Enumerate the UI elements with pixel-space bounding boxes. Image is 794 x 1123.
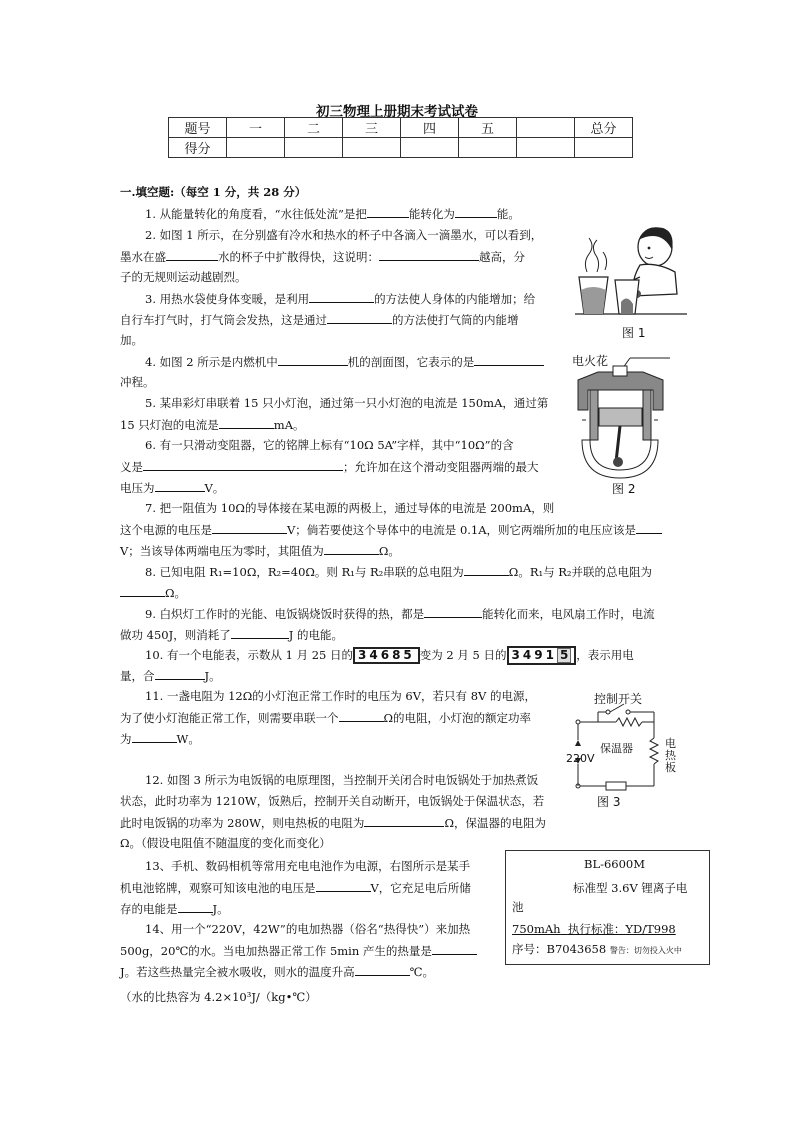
table-row: 得分 [169, 138, 633, 158]
score-table [168, 117, 633, 158]
question-2-line-2: 墨水在盛 水的杯子中扩散得快，这说明： 越高，分 [120, 250, 525, 264]
question-13-line-1: 13、手机、数码相机等常用充电电池作为电源，右图所示是某手 [145, 859, 471, 873]
question-3-line-3: 加。 [120, 333, 143, 347]
question-14-line-2: 500g，20℃的水。当电加热器正常工作 5min 产生的热量是 [120, 943, 477, 958]
answer-blank[interactable] [166, 249, 218, 261]
battery-spec-cont: 池 [512, 900, 524, 914]
question-7-line-1: 7. 把一阻值为 10Ω的导体接在某电源的两极上，通过导体的电流是 200mA，则 [145, 501, 555, 515]
question-6-line-3: 电压为 V。 [120, 481, 225, 495]
answer-blank[interactable] [367, 206, 409, 218]
battery-serial: 序号：B7043658 警告：切勿投入火中 [512, 942, 682, 956]
answer-blank[interactable] [432, 943, 477, 955]
meter-reading-start: 34685 [353, 647, 420, 664]
answer-blank[interactable] [339, 710, 384, 722]
figure-1-diffusion-illustration [565, 222, 690, 327]
question-5-line-1: 5. 某串彩灯串联着 15 只小灯泡，通过第一只小灯泡的电流是 150mA，通过第 [145, 396, 549, 410]
battery-spec: 标准型 3.6V 锂离子电 [573, 881, 688, 895]
question-12-line-4: Ω。（假设电阻值不随温度的变化而变化） [120, 836, 331, 850]
figure-3-switch-label: 控制开关 [594, 692, 643, 706]
question-9-line-2: 做功 450J，则消耗了 J 的电能。 [120, 628, 343, 642]
figure-2-label: 电火花 [572, 354, 609, 368]
answer-blank[interactable] [327, 312, 392, 324]
figure-3-keeper-label: 保温器 [600, 742, 633, 755]
table-row: 题号 一 二 三 四 五 总分 [169, 118, 633, 138]
figure-1-caption: 图 1 [622, 326, 646, 340]
question-8-line-2: Ω。 [120, 585, 186, 600]
answer-blank[interactable] [155, 480, 205, 492]
question-4-line-2: 冲程。 [120, 375, 155, 389]
question-4-line-1: 4. 如图 2 所示是内燃机中 机的剖面图，它表示的是 [145, 354, 544, 369]
answer-blank[interactable] [155, 668, 205, 680]
answer-blank[interactable] [231, 627, 289, 639]
question-10-line-2: 量，合 J。 [120, 669, 221, 683]
figure-2-caption: 图 2 [612, 482, 636, 496]
question-6-line-1: 6. 有一只滑动变阻器，它的铭牌上标有“10Ω 5A”字样，其中“10Ω”的含 [145, 438, 514, 452]
answer-blank[interactable] [309, 291, 374, 303]
question-11-line-1: 11. 一盏电阻为 12Ω的小灯泡正常工作时的电压为 6V，若只有 8V 的电源， [145, 689, 536, 703]
answer-blank[interactable] [120, 585, 165, 597]
answer-blank[interactable] [143, 459, 343, 471]
figure-3-plate-label: 电热板 [665, 737, 676, 774]
question-14-note: （水的比热容为 4.2×10³J/（kg•℃） [120, 990, 317, 1004]
figure-3-caption: 图 3 [597, 795, 621, 809]
answer-blank[interactable] [316, 880, 371, 892]
question-10-line-1: 10. 有一个电能表，示数从 1 月 25 日的 34685 变为 2 月 5 日的 3491 5 ，表示用电 [145, 646, 634, 665]
question-13-line-3: 存的电能是 J。 [120, 902, 229, 916]
question-14-line-3: J。若这些热量完全被水吸收，则水的温度升高 ℃。 [120, 965, 434, 979]
page-title: 初三物理上册期末考试试卷 [316, 104, 478, 120]
question-12-line-3: 此时电饭锅的功率为 280W，则电热板的电阻为 Ω，保温器的电阻为 [120, 816, 546, 830]
battery-label [505, 850, 710, 965]
answer-blank[interactable] [364, 815, 444, 827]
figure-2-engine-diagram [568, 350, 673, 482]
answer-blank[interactable] [212, 522, 287, 534]
question-2-line-1: 2. 如图 1 所示，在分别盛有冷水和热水的杯子中各滴入一滴墨水，可以看到， [145, 228, 543, 242]
answer-blank[interactable] [636, 522, 662, 534]
figure-3-voltage-label: 220V [566, 752, 595, 765]
question-1: 1. 从能量转化的角度看，“水往低处流”是把 能转化为 能。 [145, 207, 520, 221]
answer-blank[interactable] [474, 354, 544, 366]
question-11-line-2: 为了使小灯泡能正常工作，则需要串联一个 Ω的电阻，小灯泡的额定功率 [120, 711, 532, 725]
section-heading: 一.填空题:（每空 1 分，共 28 分） [120, 185, 307, 199]
question-13-line-2: 机电池铭牌，观察可知该电池的电压是 V，它充足电后所储 [120, 881, 471, 895]
answer-blank[interactable] [455, 206, 497, 218]
answer-blank[interactable] [132, 731, 177, 743]
answer-blank[interactable] [379, 249, 479, 261]
answer-blank[interactable] [219, 417, 274, 429]
question-12-line-2: 状态，此时功率为 1210W，饭熟后，控制开关自动断开，电饭锅处于保温状态，若 [120, 794, 545, 808]
answer-blank[interactable] [178, 901, 213, 913]
answer-blank[interactable] [324, 543, 379, 555]
question-12-line-1: 12. 如图 3 所示为电饭锅的电原理图，当控制开关闭合时电饭锅处于加热煮饭 [145, 773, 539, 787]
question-14-line-1: 14、用一个“220V，42W”的电加热器（俗名“热得快”）来加热 [145, 922, 471, 936]
question-7-line-2: 这个电源的电压是 V；倘若要使这个导体中的电流是 0.1A，则它两端所加的电压应该是 [120, 522, 662, 537]
question-8-line-1: 8. 已知电阻 R₁=10Ω，R₂=40Ω。则 R₁与 R₂串联的总电阻为 Ω。R₁与 R₂并联的总电阻为 [145, 565, 653, 579]
answer-blank[interactable] [355, 964, 410, 976]
question-11-line-3: 为 W。 [120, 732, 200, 746]
answer-blank[interactable] [464, 564, 509, 576]
battery-standard: 750mAh 执行标准：YD/T998 [512, 922, 676, 936]
question-2-line-3: 子的无规则运动越剧烈。 [120, 270, 247, 284]
question-3-line-2: 自行车打气时，打气筒会发热，这是通过 的方法使打气筒的内能增 [120, 313, 519, 327]
question-5-line-2: 15 只灯泡的电流是 mA。 [120, 418, 305, 432]
question-9-line-1: 9. 白炽灯工作时的光能、电饭锅烧饭时获得的热，都是 能转化而来，电风扇工作时，电流 [145, 607, 655, 621]
meter-reading-end: 3491 5 [507, 646, 577, 665]
question-7-line-3: V；当该导体两端电压为零时，其阻值为 Ω。 [120, 544, 400, 558]
battery-model: BL-6600M [584, 857, 646, 871]
answer-blank[interactable] [278, 354, 348, 366]
answer-blank[interactable] [424, 606, 482, 618]
question-6-line-2: 义是 ；允许加在这个滑动变阻器两端的最大 [120, 460, 539, 474]
question-3-line-1: 3. 用热水袋使身体变暖，是利用 的方法使人身体的内能增加；给 [145, 292, 536, 306]
